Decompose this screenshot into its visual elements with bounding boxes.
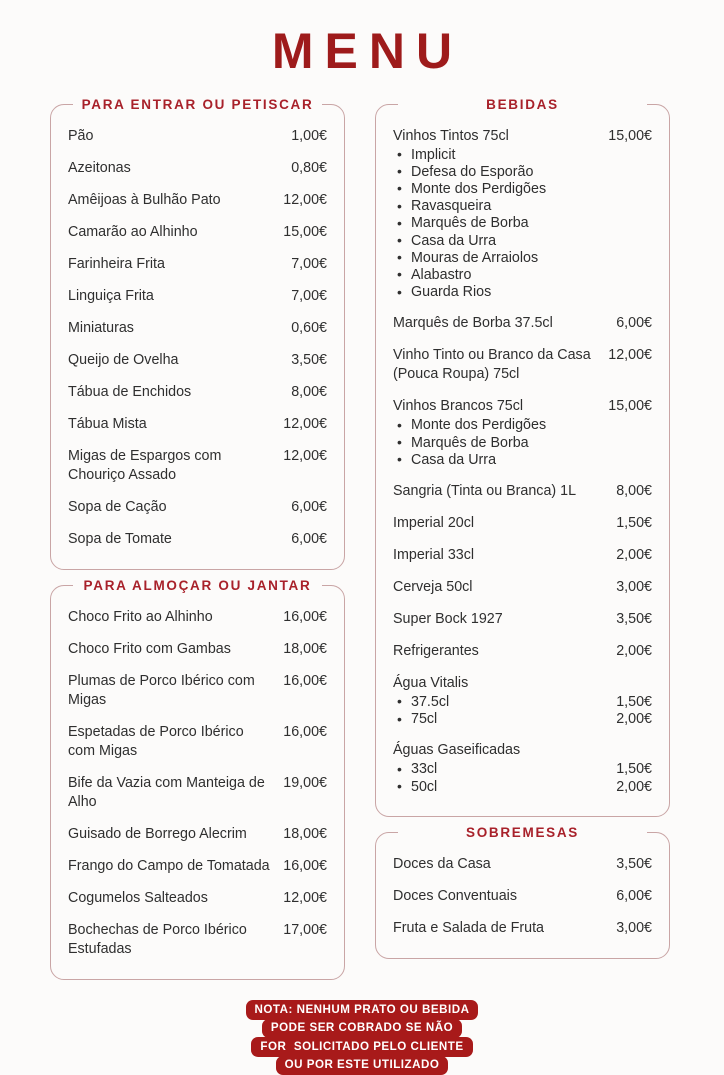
note-line: PODE SER COBRADO SE NÃO (262, 1019, 462, 1039)
group-price: 15,00€ (608, 127, 652, 146)
group-name: Vinhos Tintos 75cl (393, 127, 598, 146)
bullet-item (393, 284, 652, 301)
left-column (50, 104, 345, 980)
item-name: Doces Conventuais (393, 887, 606, 906)
group-bullet-list (393, 761, 652, 795)
menu-row (68, 767, 327, 818)
bullet-item (393, 198, 652, 215)
bullet-label: • 75cl (411, 711, 437, 728)
item-price: 17,00€ (283, 921, 327, 940)
menu-section-card (375, 832, 670, 959)
menu-row (68, 376, 327, 408)
bullet-label: • Marquês de Borba (411, 435, 529, 452)
menu-row (393, 340, 652, 391)
bullet-label: • 37.5cl (411, 694, 449, 711)
menu-row (68, 914, 327, 965)
group-name: Água Vitalis (393, 674, 642, 693)
item-price: 15,00€ (283, 223, 327, 242)
item-name: Imperial 20cl (393, 514, 606, 533)
item-name: Espetadas de Porco Ibérico com Migas (68, 723, 273, 761)
menu-row (68, 408, 327, 440)
bullet-label: • Casa da Urra (411, 452, 496, 469)
section-rows (393, 848, 652, 944)
bullet-item (393, 181, 652, 198)
menu-row (68, 280, 327, 312)
item-name: Bochechas de Porco Ibérico Estufadas (68, 921, 273, 959)
item-name: Tábua de Enchidos (68, 383, 281, 402)
bullet-label: • Alabastro (411, 267, 471, 284)
item-price: 16,00€ (283, 857, 327, 876)
item-price: 16,00€ (283, 608, 327, 627)
section-title: SOBREMESAS (376, 823, 669, 843)
item-price: 8,00€ (616, 482, 652, 501)
menu-row (68, 248, 327, 280)
section-rows (68, 120, 327, 555)
bullet-price: 2,00€ (616, 711, 652, 728)
item-name: Pão (68, 127, 281, 146)
menu-row (68, 716, 327, 767)
bullet-label: • 50cl (411, 779, 437, 796)
menu-row (68, 344, 327, 376)
menu-row (393, 539, 652, 571)
item-name: Choco Frito ao Alhinho (68, 608, 273, 627)
item-price: 7,00€ (291, 255, 327, 274)
bullet-item (393, 761, 652, 778)
menu-row (68, 523, 327, 555)
item-price: 16,00€ (283, 723, 327, 742)
item-price: 2,00€ (616, 642, 652, 661)
bullet-item (393, 452, 652, 469)
item-name: Super Bock 1927 (393, 610, 606, 629)
menu-group (393, 120, 652, 308)
item-name: Sopa de Cação (68, 498, 281, 517)
menu-section-card (50, 104, 345, 570)
item-name: Vinho Tinto ou Branco da Casa (Pouca Roupa) 75cl (393, 346, 598, 384)
bullet-label: • Monte dos Perdigões (411, 181, 546, 198)
menu-row (68, 601, 327, 633)
bullet-label: • Monte dos Perdigões (411, 417, 546, 434)
bullet-label: • Casa da Urra (411, 233, 496, 250)
right-column (375, 104, 670, 959)
item-name: Imperial 33cl (393, 546, 606, 565)
item-price: 7,00€ (291, 287, 327, 306)
item-name: Azeitonas (68, 159, 281, 178)
item-price: 0,80€ (291, 159, 327, 178)
bullet-item (393, 164, 652, 181)
bullet-item (393, 215, 652, 232)
item-name: Fruta e Salada de Fruta (393, 919, 606, 938)
bullet-item (393, 779, 652, 796)
bullet-price: 1,50€ (616, 761, 652, 778)
item-price: 1,50€ (616, 514, 652, 533)
item-price: 3,00€ (616, 578, 652, 597)
item-name: Sopa de Tomate (68, 530, 281, 549)
bullet-price: 1,50€ (616, 694, 652, 711)
bullet-item (393, 250, 652, 267)
item-name: Migas de Espargos com Chouriço Assado (68, 447, 273, 485)
menu-group (393, 667, 652, 734)
item-name: Amêijoas à Bulhão Pato (68, 191, 273, 210)
bullet-label: • Defesa do Esporão (411, 164, 533, 181)
section-rows (68, 601, 327, 965)
item-price: 19,00€ (283, 774, 327, 793)
bullet-item (393, 233, 652, 250)
item-price: 6,00€ (291, 498, 327, 517)
bullet-item (393, 711, 652, 728)
bullet-label: • Marquês de Borba (411, 215, 529, 232)
bullet-label: • Mouras de Arraiolos (411, 250, 538, 267)
item-price: 3,50€ (616, 855, 652, 874)
group-heading (393, 674, 652, 693)
item-price: 6,00€ (616, 314, 652, 333)
menu-row (68, 818, 327, 850)
bullet-item (393, 147, 652, 164)
page-title: MENU (0, 0, 724, 76)
item-name: Bife da Vazia com Manteiga de Alho (68, 774, 273, 812)
section-title: PARA ENTRAR OU PETISCAR (51, 95, 344, 115)
menu-row (393, 475, 652, 507)
menu-row (68, 120, 327, 152)
menu-row (68, 216, 327, 248)
bullet-item (393, 694, 652, 711)
group-heading (393, 127, 652, 146)
note-line: NOTA: NENHUM PRATO OU BEBIDA (246, 1000, 479, 1020)
item-price: 12,00€ (283, 191, 327, 210)
item-price: 12,00€ (283, 415, 327, 434)
menu-row (68, 152, 327, 184)
item-name: Refrigerantes (393, 642, 606, 661)
item-price: 18,00€ (283, 640, 327, 659)
item-name: Marquês de Borba 37.5cl (393, 314, 606, 333)
menu-row (393, 848, 652, 880)
item-price: 12,00€ (283, 889, 327, 908)
item-name: Miniaturas (68, 319, 281, 338)
bullet-label: • Guarda Rios (411, 284, 491, 301)
bullet-item (393, 417, 652, 434)
group-bullet-list (393, 417, 652, 469)
item-price: 12,00€ (608, 346, 652, 365)
item-price: 12,00€ (283, 447, 327, 466)
menu-group (393, 735, 652, 802)
menu-columns (0, 76, 724, 980)
item-name: Farinheira Frita (68, 255, 281, 274)
menu-row (68, 665, 327, 716)
menu-row (393, 571, 652, 603)
item-price: 3,00€ (616, 919, 652, 938)
item-name: Camarão ao Alhinho (68, 223, 273, 242)
item-price: 3,50€ (291, 351, 327, 370)
item-name: Doces da Casa (393, 855, 606, 874)
item-name: Frango do Campo de Tomatada (68, 857, 273, 876)
group-bullet-list (393, 147, 652, 302)
item-price: 8,00€ (291, 383, 327, 402)
item-name: Plumas de Porco Ibérico com Migas (68, 672, 273, 710)
menu-row (68, 184, 327, 216)
item-price: 6,00€ (616, 887, 652, 906)
bullet-label: • Ravasqueira (411, 198, 491, 215)
item-name: Choco Frito com Gambas (68, 640, 273, 659)
item-price: 0,60€ (291, 319, 327, 338)
item-price: 1,00€ (291, 127, 327, 146)
item-price: 3,50€ (616, 610, 652, 629)
group-heading (393, 741, 652, 760)
item-name: Linguiça Frita (68, 287, 281, 306)
item-name: Cerveja 50cl (393, 578, 606, 597)
group-bullet-list (393, 694, 652, 728)
menu-section-card (50, 585, 345, 980)
item-name: Sangria (Tinta ou Branca) 1L (393, 482, 606, 501)
menu-row (68, 312, 327, 344)
menu-row (68, 882, 327, 914)
item-name: Guisado de Borrego Alecrim (68, 825, 273, 844)
bullet-price: 2,00€ (616, 779, 652, 796)
menu-row (393, 507, 652, 539)
bullet-item (393, 267, 652, 284)
group-name: Águas Gaseificadas (393, 741, 642, 760)
menu-row (393, 635, 652, 667)
section-title: BEBIDAS (376, 95, 669, 115)
group-heading (393, 397, 652, 416)
item-name: Tábua Mista (68, 415, 273, 434)
note-banner (36, 1000, 688, 1075)
bullet-label: • Implicit (411, 147, 455, 164)
menu-row (68, 850, 327, 882)
menu-row (393, 308, 652, 340)
section-rows (393, 120, 652, 802)
item-name: Queijo de Ovelha (68, 351, 281, 370)
menu-row (393, 912, 652, 944)
section-title: PARA ALMOÇAR OU JANTAR (51, 576, 344, 596)
menu-row (393, 603, 652, 635)
bullet-item (393, 435, 652, 452)
item-price: 18,00€ (283, 825, 327, 844)
menu-row (68, 633, 327, 665)
item-price: 6,00€ (291, 530, 327, 549)
item-price: 2,00€ (616, 546, 652, 565)
item-price: 16,00€ (283, 672, 327, 691)
menu-section-card (375, 104, 670, 817)
group-price: 15,00€ (608, 397, 652, 416)
menu-group (393, 391, 652, 476)
note-line: OU POR ESTE UTILIZADO (276, 1056, 449, 1075)
item-name: Cogumelos Salteados (68, 889, 273, 908)
note-line: FOR SOLICITADO PELO CLIENTE (251, 1037, 472, 1057)
menu-row (393, 880, 652, 912)
bullet-label: • 33cl (411, 761, 437, 778)
group-name: Vinhos Brancos 75cl (393, 397, 598, 416)
menu-row (68, 440, 327, 491)
menu-row (68, 491, 327, 523)
